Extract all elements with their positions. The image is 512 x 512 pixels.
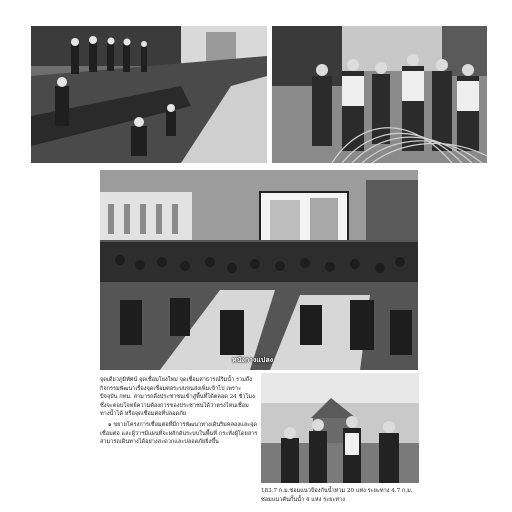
photo-caption: 183.7 ก.ม.ซ่อมแนวป้องกันน้ำท่วม 20 แห่ง ระยะทาง 4.7 ก.ม. ซ่อมแนวคันกั้นน้ำ 4 แห่ง ระยะทาง [261,488,413,503]
photo-group-cables [272,26,487,163]
article-body-text [100,376,258,447]
photo-ceremony [261,373,419,483]
photo-cinema-label: หนังกางแปลง [232,356,274,364]
article-paragraph: จุดเดียวภูมิทัศน์ จุดเชื่อมโยงใหม่ จุดเชื่อมสาธารณ์ริมน้ำ รวมถึงกิจกรรมพัฒนาเรื่องจุดเชื่อมต่อระบบขนส่งเพิ่มเข้าไป เพราะปัจจุบัน กทม. สามารถดึงประชาชนเข้าสู่พื้นที่ได้ตลอด 24 ชั่วโมง ซึ่งจะตอบโจทย์ความต้องการของประชาชนได้ว่าตรงไหนเชื่อมทางน้ำได้ หรือจุดเชื่อมต่อที่ปลอดภัย [100,377,255,418]
photo-canal-workers [31,26,267,163]
article-paragraph: ๑ ขยายโครงการเชื่อมต่อที่มีการพัฒนาทางเดินริมคลองและจุดเชื่อมต่อ และผู้ว่าฯมีแผนที่จะผลักดันระบบในพื้นที่ กระทั่งผู้โดยสารสามารถเดินทางได้อย่างสะดวกและปลอดภัยยิ่งขึ้น [100,421,258,446]
photo-outdoor-cinema [100,170,418,370]
